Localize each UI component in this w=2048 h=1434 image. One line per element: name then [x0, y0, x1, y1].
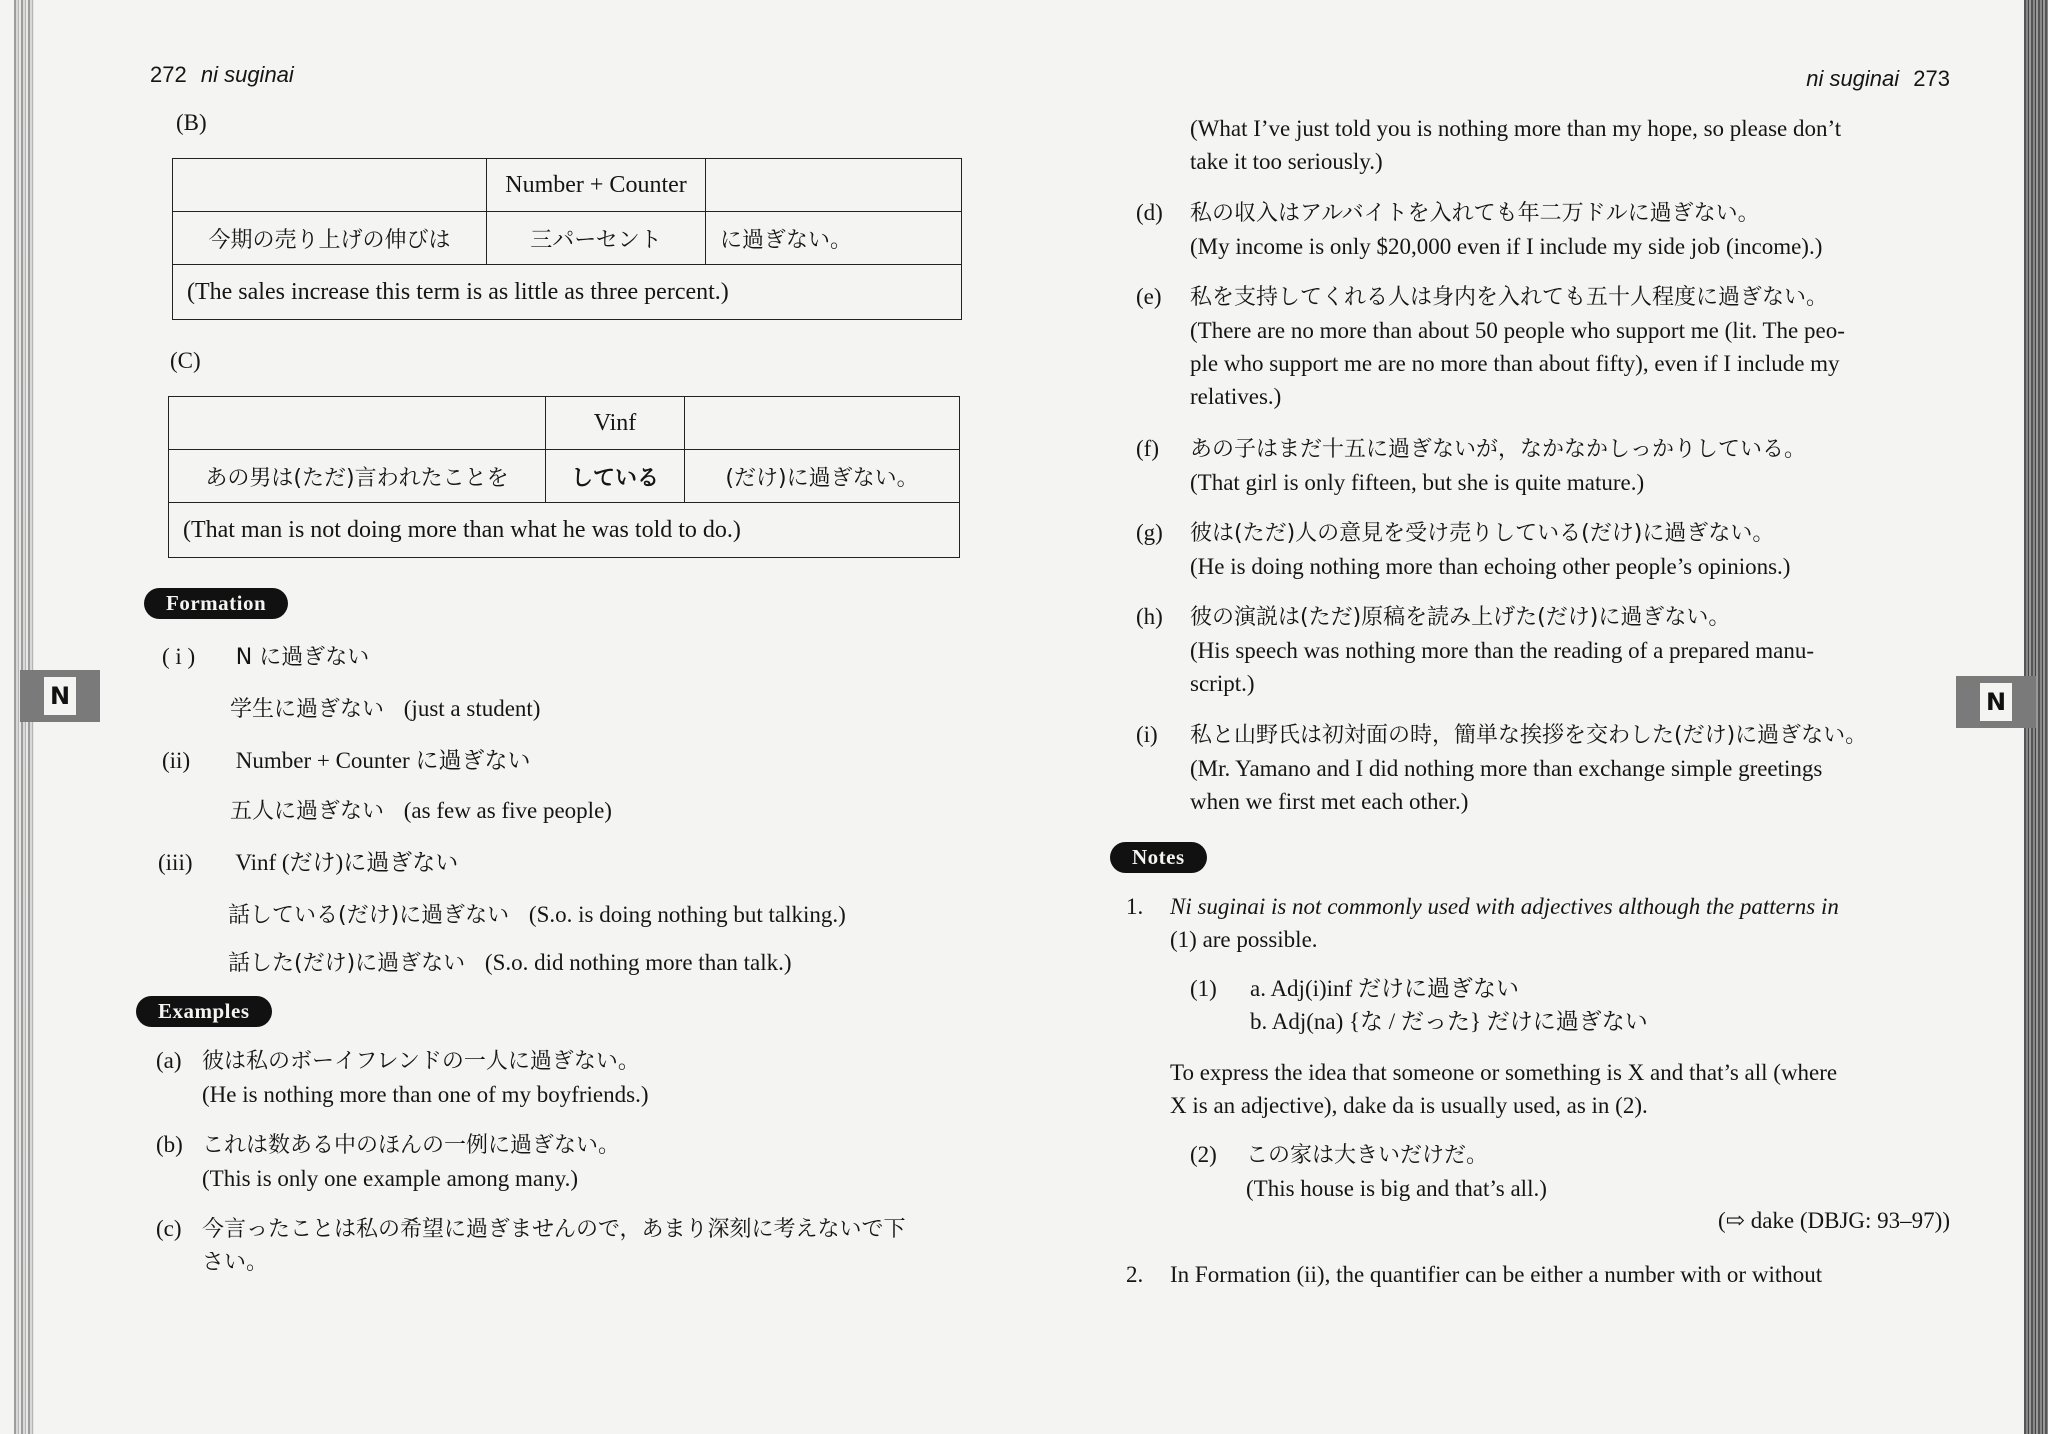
table-b-cell-3: に過ぎない。 [706, 212, 962, 265]
formation-iii-example2-jp: 話した(だけ)に過ぎない [228, 951, 466, 976]
table-c-head-1 [169, 397, 546, 450]
table-c-cell-2: している [546, 450, 685, 503]
left-page-number: 272 [150, 62, 187, 87]
example-b [156, 1128, 936, 1195]
table-b-head-2: Number + Counter [487, 159, 706, 212]
example-a-en: (He is nothing more than one of my boyfriends.) [202, 1082, 649, 1107]
example-h-en-1: (His speech was nothing more than the reading of a prepared manu- [1190, 638, 1814, 663]
formation-iii-num: (iii) [158, 850, 193, 875]
right-running-title: ni suginai [1806, 66, 1900, 91]
left-header [150, 62, 302, 88]
table-c-cell-3: (だけ)に過ぎない。 [685, 450, 960, 503]
pattern-1a: a. Adj(i)inf だけに過ぎない [1250, 976, 1519, 1001]
pattern-2-en: (This house is big and that’s all.) [1246, 1176, 1547, 1201]
right-header [1798, 66, 1950, 92]
example-a [156, 1044, 936, 1111]
table-b-cell-2: 三パーセント [487, 212, 706, 265]
table-b-cell-1: 今期の売り上げの伸びは [173, 212, 487, 265]
note-1-line-1: Ni suginai is not commonly used with adjectives although the patterns in [1170, 894, 1839, 919]
example-d-jp: 私の収入はアルバイトを入れても年二万ドルに過ぎない。 [1190, 201, 1760, 226]
formation-iii-pattern: Vinf (だけ)に過ぎない [235, 850, 459, 875]
example-h [1136, 600, 1950, 700]
formation-iii-example-2 [228, 946, 792, 977]
formation-i [162, 640, 369, 671]
thumb-index-left [20, 670, 100, 722]
example-d-tag: (d) [1136, 200, 1163, 225]
formation-i-pattern: N に過ぎない [235, 645, 370, 670]
section-c-label: (C) [170, 348, 201, 373]
table-c-head-3 [685, 397, 960, 450]
note-1 [1126, 890, 1950, 956]
example-e-en-1: (There are no more than about 50 people who support me (lit. The peo- [1190, 318, 1845, 343]
formation-ii [162, 742, 530, 775]
formation-iii-example-en: (S.o. is doing nothing but talking.) [528, 902, 846, 927]
formation-i-example-en: (just a student) [403, 696, 541, 721]
thumb-index-right [1956, 676, 2036, 728]
pattern-1-num: (1) [1190, 976, 1217, 1001]
note-1-num: 1. [1126, 894, 1144, 919]
example-f [1136, 432, 1950, 499]
formation-label: Formation [144, 588, 288, 619]
note-1-cont-line-1: To express the idea that someone or something is X and that’s all (where [1170, 1060, 1838, 1085]
right-page [1110, 0, 1950, 1434]
table-b-gloss: (The sales increase this term is as little as three percent.) [173, 265, 962, 320]
note-1-continued [1170, 1056, 1950, 1122]
note-2-text: In Formation (ii), the quantifier can be either a number with or without [1170, 1262, 1823, 1287]
example-g-jp: 彼は(ただ)人の意見を受け売りしている(だけ)に過ぎない。 [1190, 521, 1775, 546]
example-i [1136, 718, 1950, 818]
notes-label: Notes [1110, 842, 1207, 873]
table-b [172, 158, 962, 320]
formation-i-example-jp: 学生に過ぎない [230, 697, 385, 722]
section-b-label: (B) [176, 110, 207, 135]
table-c-head-2: Vinf [546, 397, 685, 450]
example-g [1136, 516, 1950, 583]
cross-reference: (⇨ dake (DBJG: 93–97)) [1718, 1208, 1950, 1233]
example-c [156, 1212, 956, 1279]
formation-ii-example [230, 794, 612, 825]
example-f-en-1: (That girl is only fifteen, but she is quite mature.) [1190, 470, 1645, 495]
example-g-en-1: (He is doing nothing more than echoing other people’s opinions.) [1190, 554, 1791, 579]
example-i-tag: (i) [1136, 722, 1158, 747]
example-e-jp: 私を支持してくれる人は身内を入れても五十人程度に過ぎない。 [1190, 285, 1829, 310]
left-running-title: ni suginai [200, 62, 294, 87]
example-i-en-2: when we first met each other.) [1190, 789, 1469, 814]
example-c-continued [1190, 112, 1950, 178]
example-c-en-line-1: (What I’ve just told you is nothing more than my hope, so please don’t [1190, 116, 1842, 141]
example-h-jp: 彼の演説は(ただ)原稿を読み上げた(だけ)に過ぎない。 [1190, 605, 1731, 630]
example-b-en: (This is only one example among many.) [202, 1166, 579, 1191]
table-c [168, 396, 960, 558]
example-a-jp: 彼は私のボーイフレンドの一人に過ぎない。 [202, 1049, 640, 1074]
note-1-line-2: (1) are possible. [1170, 927, 1318, 952]
formation-iii-example-1 [228, 898, 846, 929]
example-e-tag: (e) [1136, 284, 1162, 309]
formation-i-num: ( i ) [162, 644, 196, 669]
example-c-en-line-2: take it too seriously.) [1190, 149, 1383, 174]
left-page [120, 0, 970, 1434]
example-a-tag: (a) [156, 1048, 182, 1073]
formation-ii-example-jp: 五人に過ぎない [230, 799, 385, 824]
note-2-num: 2. [1126, 1262, 1144, 1287]
right-page-number: 273 [1913, 66, 1950, 91]
thumb-letter-right: N [1980, 683, 2012, 721]
example-h-en-2: script.) [1190, 671, 1255, 696]
example-h-tag: (h) [1136, 604, 1163, 629]
example-g-tag: (g) [1136, 520, 1163, 545]
note-1-cont-line-2: X is an adjective), dake da is usually used, as in (2). [1170, 1093, 1648, 1118]
example-i-jp: 私と山野氏は初対面の時，簡単な挨拶を交わした(だけ)に過ぎない。 [1190, 723, 1868, 748]
example-f-jp: あの子はまだ十五に過ぎないが，なかなかしっかりしている。 [1190, 437, 1807, 462]
table-b-head-3 [706, 159, 962, 212]
pattern-1 [1190, 972, 1890, 1038]
formation-iii-example2-en: (S.o. did nothing more than talk.) [484, 950, 792, 975]
pattern-2 [1190, 1138, 1890, 1205]
table-c-gloss: (That man is not doing more than what he was told to do.) [169, 503, 960, 558]
example-e [1136, 280, 1950, 413]
formation-ii-num: (ii) [162, 748, 191, 773]
example-c-tag: (c) [156, 1216, 182, 1241]
formation-ii-example-en: (as few as five people) [403, 798, 612, 823]
table-b-head-1 [173, 159, 487, 212]
example-i-en-1: (Mr. Yamano and I did nothing more than exchange simple greetings [1190, 756, 1823, 781]
formation-ii-pattern: Number + Counter に過ぎない [235, 748, 531, 773]
example-b-tag: (b) [156, 1132, 183, 1157]
formation-iii-example-jp: 話している(だけ)に過ぎない [228, 903, 510, 928]
example-e-en-3: relatives.) [1190, 384, 1282, 409]
thumb-letter-left: N [44, 677, 76, 715]
example-c-jp: 今言ったことは私の希望に過ぎませんので，あまり深刻に考えないで下 [202, 1217, 906, 1242]
example-b-jp: これは数ある中のほんの一例に過ぎない。 [202, 1133, 621, 1158]
pattern-2-jp: この家は大きいだけだ。 [1246, 1143, 1489, 1168]
example-e-en-2: ple who support me are no more than about fifty), even if I include my [1190, 351, 1840, 376]
example-f-tag: (f) [1136, 436, 1159, 461]
example-d-en-1: (My income is only $20,000 even if I include my side job (income).) [1190, 234, 1823, 259]
pattern-2-num: (2) [1190, 1142, 1217, 1167]
formation-iii [158, 844, 458, 877]
note-2 [1126, 1258, 1950, 1291]
example-d [1136, 196, 1950, 263]
examples-label: Examples [136, 996, 272, 1027]
table-c-cell-1: あの男は(ただ)言われたことを [169, 450, 546, 503]
example-c-jp-cont: さい。 [202, 1250, 269, 1275]
pattern-1b: b. Adj(na) {な / だった} だけに過ぎない [1250, 1009, 1648, 1034]
formation-i-example [230, 692, 540, 723]
